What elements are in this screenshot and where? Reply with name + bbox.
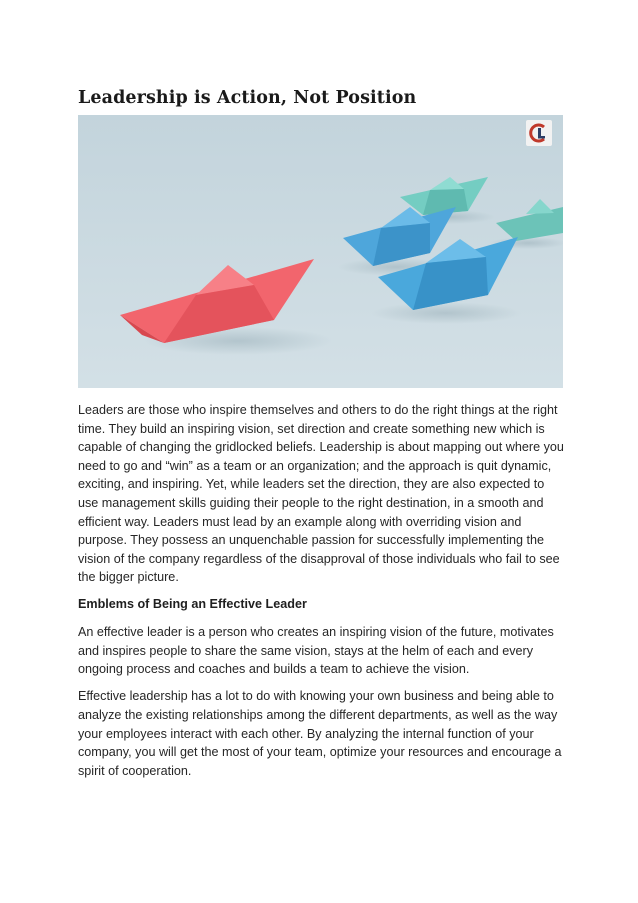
- article-title: Leadership is Action, Not Position: [78, 88, 417, 108]
- article-body: [78, 401, 564, 789]
- intro-paragraph: Leaders are those who inspire themselves and others to do the right things at the right time. They build an inspiring vision, set direction and create something new which is capable of changing the gridlocked beliefs. Leadership is about mapping out where you need to go and “win” as a team or an organization; and the approach is quit dynamic, exciting, and inspiring. Yet, while leaders set the direction, they are also expected to use management skills guiding their people to the right destination, in a smooth and efficient way. Leaders must lead by an example along with overriding vision and purpose. They possess an unquenchable passion for successfully implementing the vision of the company regardless of the disapproval of those individuals who fail to see the bigger picture.: [78, 403, 564, 585]
- cl-logo-icon: [526, 120, 552, 146]
- body-paragraph: Effective leadership has a lot to do with knowing your own business and being able to analyze the existing relationships among the different departments, as well as the way your employees interact with each other. By analyzing the internal function of your company, you will get the most of your team, optimize your resources and encourage a spirit of cooperation.: [78, 689, 562, 778]
- section-heading: Emblems of Being an Effective Leader: [78, 597, 307, 612]
- body-paragraph: An effective leader is a person who creates an inspiring vision of the future, motivates and inspires people to share the same vision, stays at the helm of each and every ongoing process and coaches and builds a team to achieve the vision.: [78, 625, 554, 677]
- hero-image: [78, 115, 563, 388]
